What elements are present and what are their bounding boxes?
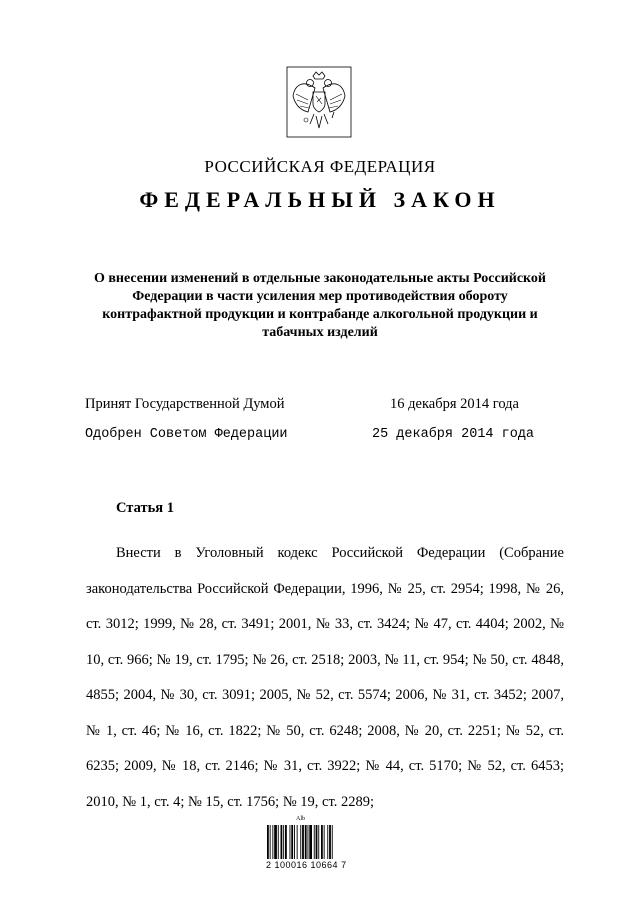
approval-council-date: 25 декабря 2014 года <box>372 427 535 442</box>
coat-of-arms-emblem <box>286 66 352 138</box>
article-heading: Статья 1 <box>116 500 174 516</box>
country-heading: РОССИЙСКАЯ ФЕДЕРАЦИЯ <box>204 157 436 176</box>
law-title: О внесении изменений в отдельные законодательные акты Российской Федерации в части усиления мер противодействия обороту контрафактной продукции и контрабанде алкогольной продукции и табачных изделий <box>93 271 546 340</box>
barcode-number: 2 100016 10664 7 <box>266 860 347 870</box>
document-type-heading: ФЕДЕРАЛЬНЫЙ ЗАКОН <box>139 187 501 212</box>
article-paragraph: Внести в Уголовный кодекс Российской Федерации (Собрание законодательства Российской Федерации, 1996, № 25, ст. 2954; 1998, № 26, ст. 3012; 1999, № 28, ст. 3491; 2001, № 33, ст. 3424; № 47, ст. 4404; 2002, № 10, ст. 966; № 19, ст. 1795; № 26, ст. 2518; 2003, № 11, ст. 954; № 50, ст. 4848, 4855; 2004, № 30, ст. 3091; 2005, № 52, ст. 5574; 2006, № 31, ст. 3452; 2007, № 1, ст. 46; № 16, ст. 1822; № 50, ст. 6248; 2008, № 20, ст. 2251; № 52, ст. 6235; 2009, № 18, ст. 2146; № 31, ст. 3922; № 44, ст. 5170; № 52, ст. 6453; 2010, № 1, ст. 4; № 15, ст. 1756; № 19, ст. 2289; <box>86 545 564 810</box>
adoption-duma-date: 16 декабря 2014 года <box>390 396 519 412</box>
article-body <box>86 536 564 820</box>
approval-council-label: Одобрен Советом Федерации <box>85 427 288 442</box>
barcode-top-mark: Alb <box>296 816 305 822</box>
adoption-duma-label: Принят Государственной Думой <box>85 396 285 412</box>
barcode-bars <box>266 825 358 859</box>
